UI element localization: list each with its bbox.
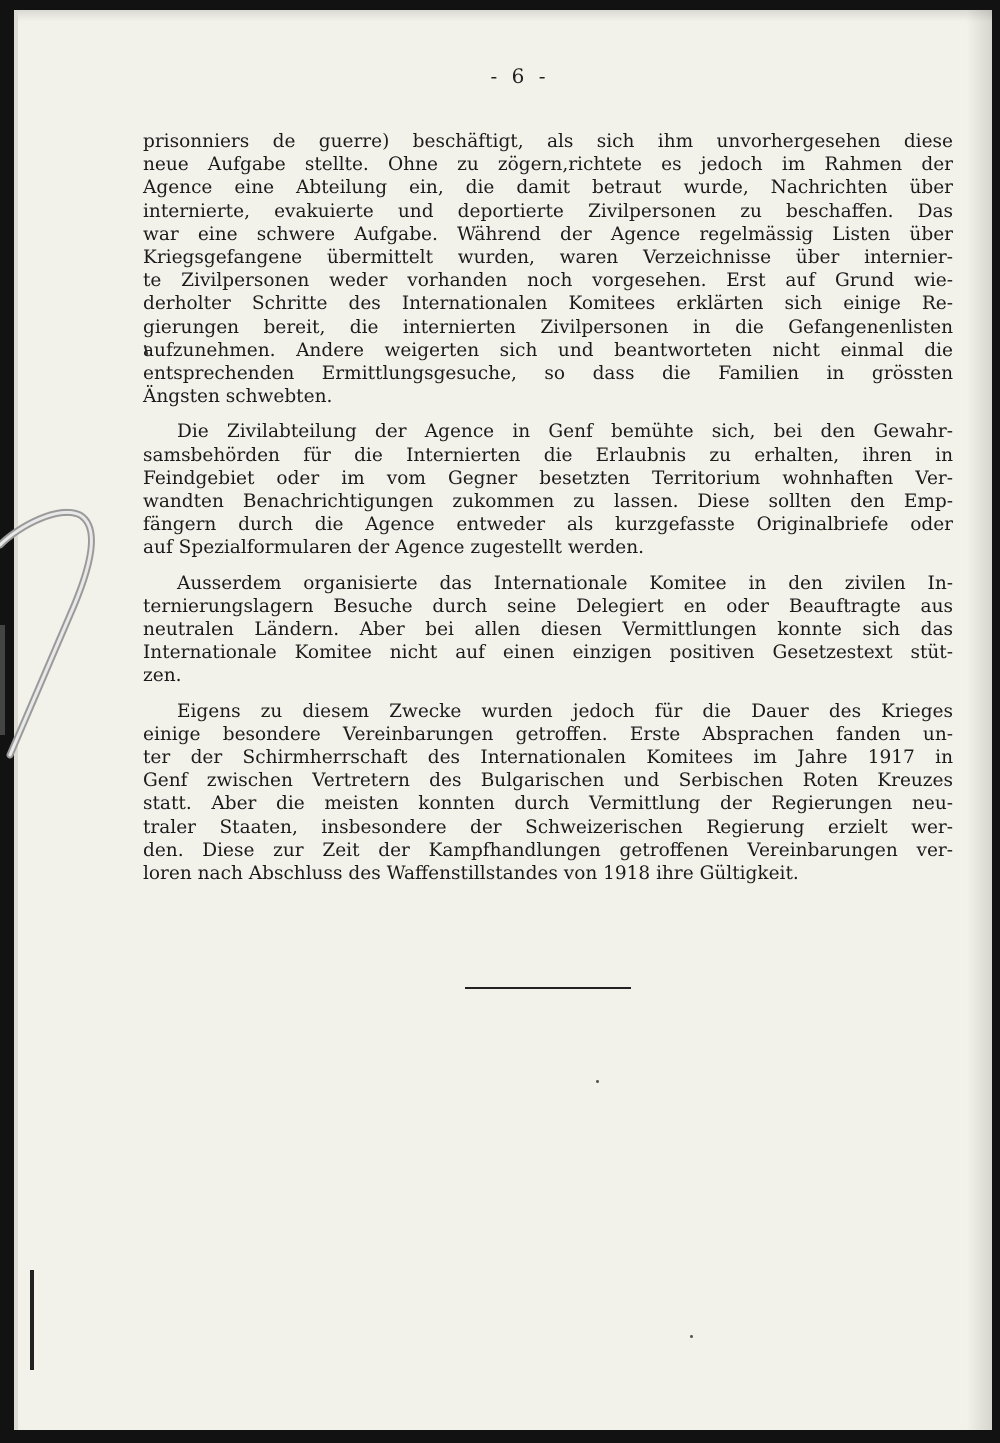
closing-rule <box>465 987 631 989</box>
text-line: fängern durch die Agence entweder als kurzgefasste Originalbriefe oder <box>143 514 953 536</box>
page-top-shadow <box>18 10 992 22</box>
text-line: Internationale Komitee nicht auf einen einzigen positiven Gesetzestext stüt- <box>143 642 953 664</box>
text-line: Kriegsgefangene übermittelt wurden, waren Verzeichnisse über internier- <box>143 247 953 269</box>
text-line: prisonniers de guerre) beschäftigt, als sich ihm unvorhergesehen diese <box>143 131 953 152</box>
text-line: traler Staaten, insbesondere der Schweizerischen Regierung erzielt wer- <box>143 816 953 838</box>
text-line: derholter Schritte des Internationalen Komitees erklärten sich einige Re- <box>143 293 953 315</box>
text-line: Agence eine Abteilung ein, die damit betraut wurde, Nachrichten über <box>143 177 953 199</box>
text-line: neue Aufgabe stellte. Ohne zu zögern,richtete es jedoch im Rahmen der <box>143 154 953 176</box>
paragraph <box>143 420 953 559</box>
text-line: Die Zivilabteilung der Agence in Genf bemühte sich, bei den Gewahr- <box>177 421 953 443</box>
text-line: den. Diese zur Zeit der Kampfhandlungen getroffenen Vereinbarungen ver- <box>143 839 953 861</box>
text-line: ternierungslagern Besuche durch seine Delegiert en oder Beauftragte aus <box>143 595 953 617</box>
text-line: Ängsten schwebten. <box>143 386 333 408</box>
text-line: war eine schwere Aufgabe. Während der Agence regelmässig Listen über <box>143 223 953 245</box>
text-line: internierte, evakuierte und deportierte Zivilpersonen zu beschaffen. Das <box>143 200 953 222</box>
text-line: loren nach Abschluss des Waffenstillstandes von 1918 ihre Gültigkeit. <box>143 863 799 885</box>
scan-edge-mark <box>30 1270 34 1370</box>
text-line: zen. <box>143 665 182 687</box>
text-line: einige besondere Vereinbarungen getroffen. Erste Absprachen fanden un- <box>143 723 953 745</box>
text-line: auf Spezialformularen der Agence zugestellt werden. <box>143 537 645 559</box>
paragraph <box>143 130 953 408</box>
text-line: statt. Aber die meisten konnten durch Vermittlung der Regierungen neu- <box>143 793 953 815</box>
text-line: Eigens zu diesem Zwecke wurden jedoch für die Dauer des Krieges <box>177 700 953 722</box>
text-line: Feindgebiet oder im vom Gegner besetzten Territorium wohnhaften Ver- <box>143 467 953 489</box>
paper-clip-icon <box>0 505 100 765</box>
text-line: gierungen bereit, die internierten Zivilpersonen in die Gefangenenlisten <box>143 316 953 338</box>
text-line: wandten Benachrichtigungen zukommen zu lassen. Diese sollten den Emp- <box>143 491 953 513</box>
paragraph <box>143 700 953 886</box>
text-line: Genf zwischen Vertretern des Bulgarischen und Serbischen Roten Kreuzes <box>143 770 953 792</box>
text-line: entsprechenden Ermittlungsgesuche, so dass die Familien in grössten <box>143 363 953 385</box>
body-text <box>143 130 953 897</box>
text-line: ter der Schirmherrschaft des Internationalen Komitees im Jahre 1917 in <box>143 747 953 769</box>
paragraph <box>143 572 953 688</box>
text-line: samsbehörden für die Internierten die Erlaubnis zu erhalten, ihren in <box>143 444 953 466</box>
page-number: - 6 - <box>490 64 550 88</box>
text-line: aufzunehmen. Andere weigerten sich und beantworteten nicht einmal die <box>143 339 953 361</box>
text-line: Ausserdem organisierte das Internationale Komitee in den zivilen In- <box>177 572 953 594</box>
text-line: te Zivilpersonen weder vorhanden noch vorgesehen. Erst auf Grund wie- <box>143 270 953 292</box>
page-edge-shadow <box>966 10 992 1430</box>
text-line: neutralen Ländern. Aber bei allen diesen Vermittlungen konnte sich das <box>143 619 953 641</box>
speck <box>596 1080 599 1083</box>
speck <box>690 1335 693 1338</box>
